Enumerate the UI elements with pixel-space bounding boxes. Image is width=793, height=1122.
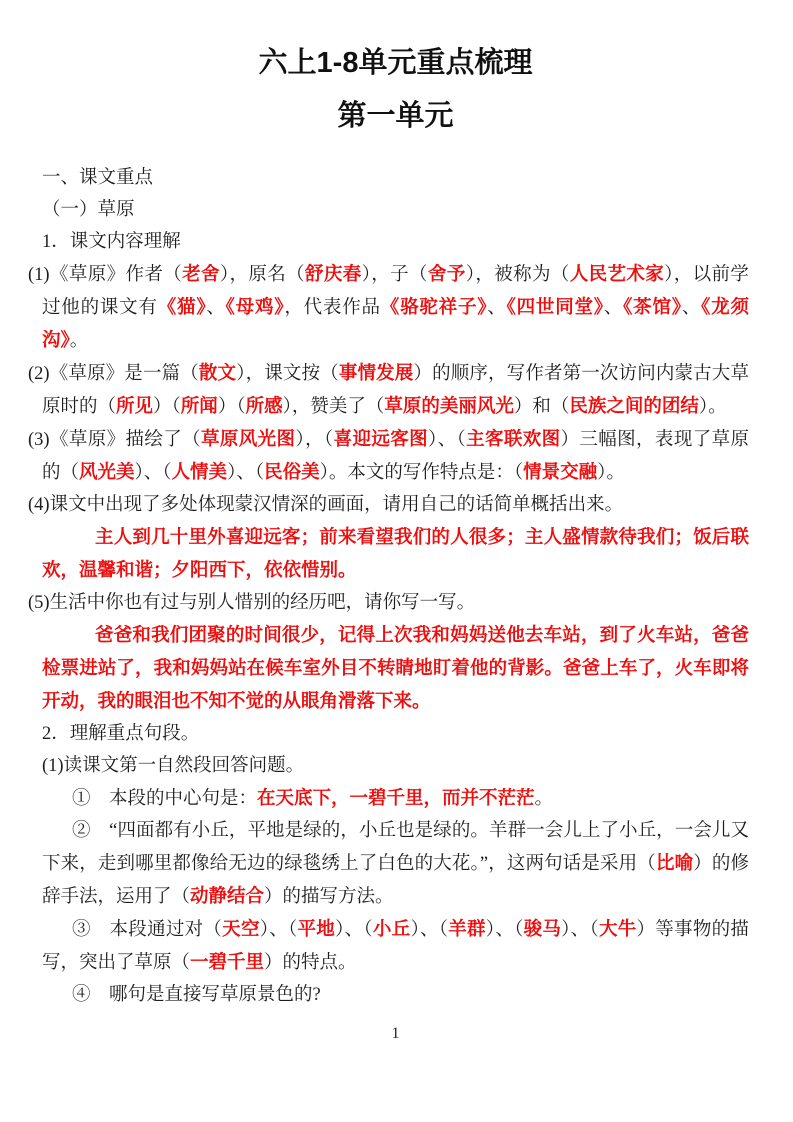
answer-highlight-text: 《猫》 bbox=[157, 296, 207, 317]
text-run: ），赞美了（ bbox=[282, 397, 385, 417]
answer-highlight-text: 舒庆春 bbox=[305, 263, 362, 284]
text-run: ）和（ bbox=[513, 397, 570, 417]
text-run: 2．理解重点句段。 bbox=[42, 724, 200, 744]
document-body bbox=[28, 162, 749, 1011]
answer-highlight-text: 散文 bbox=[198, 362, 237, 383]
sub-question-1 bbox=[42, 750, 749, 782]
answer-highlight-text: 平地 bbox=[297, 918, 336, 939]
text-run: (5)生活中你也有过与别人惜别的经历吧，请你写一写。 bbox=[28, 593, 476, 613]
text-run: ）的描写方法。 bbox=[264, 887, 394, 907]
answer-highlight-text: 《骆驼祥子》 bbox=[380, 296, 488, 317]
text-run: ）（ bbox=[153, 397, 181, 417]
text-run: 。 bbox=[69, 331, 89, 351]
answer-highlight-text: 事情发展 bbox=[338, 362, 414, 383]
answer-highlight-text: 动静结合 bbox=[190, 885, 265, 906]
page-number: 1 bbox=[391, 1025, 400, 1042]
text-run: ）。 bbox=[597, 463, 625, 483]
answer-highlight-text: 《母鸡》 bbox=[225, 296, 285, 317]
answer-highlight-text: 一碧千里 bbox=[190, 951, 265, 972]
text-run: 、 bbox=[681, 298, 702, 318]
circled-item-4 bbox=[42, 979, 749, 1011]
answer-highlight-text: 喜迎远客图 bbox=[333, 428, 428, 449]
point-heading-1 bbox=[42, 226, 749, 258]
answer-highlight-text: 风光美 bbox=[79, 461, 135, 482]
circled-item-1 bbox=[42, 782, 749, 815]
text-run: (2)《草原》是一篇（ bbox=[28, 364, 199, 384]
text-run: 。 bbox=[534, 789, 554, 809]
answer-highlight-text: 在天底下，一碧千里，而并不茫茫 bbox=[257, 787, 535, 808]
text-run: 一、课文重点 bbox=[42, 168, 154, 188]
text-run: (1)读课文第一自然段回答问题。 bbox=[42, 756, 305, 776]
answer-highlight-text: 小丘 bbox=[372, 918, 411, 939]
text-run: ）、（ bbox=[485, 920, 524, 940]
answer-highlight-text: 主客联欢图 bbox=[466, 428, 561, 449]
document-title: 六上1-8单元重点梳理 bbox=[258, 47, 533, 79]
answer-highlight-text: 所闻 bbox=[180, 395, 218, 416]
item-1 bbox=[28, 258, 749, 357]
item-2 bbox=[28, 357, 749, 423]
answer-highlight-text: 人民艺术家 bbox=[569, 263, 665, 284]
answer-highlight-text: 骏马 bbox=[523, 918, 562, 939]
text-run: 、 bbox=[603, 298, 624, 318]
text-run: ）的修辞手法，运用了（ bbox=[42, 854, 749, 907]
answer-highlight-text: 主人到几十里外喜迎远客；前来看望我们的人很多；主人盛情款待我们；饭后联欢，温馨和谐；夕阳西下，依依惜别。 bbox=[42, 526, 749, 580]
text-run: ）三幅图，表现了草原的（ bbox=[42, 430, 749, 483]
text-run: ）、（ bbox=[410, 920, 449, 940]
answer-highlight-text: 情景交融 bbox=[523, 461, 598, 482]
answer-highlight-text: 草原的美丽风光 bbox=[384, 395, 514, 416]
text-run: ），课文按（ bbox=[236, 364, 339, 384]
answer-highlight-text: 舍予 bbox=[427, 263, 466, 284]
unit-subtitle: 第一单元 bbox=[337, 100, 454, 132]
text-run: ）、（ bbox=[227, 463, 265, 483]
text-run: ③ 本段通过对（ bbox=[72, 920, 223, 940]
text-run: ）、（ bbox=[561, 920, 599, 940]
answer-highlight-text: 《茶馆》 bbox=[623, 296, 682, 317]
text-run: ）（ bbox=[217, 397, 246, 417]
section-heading bbox=[42, 162, 749, 194]
text-run: 、 bbox=[206, 298, 226, 318]
text-run: （一）草原 bbox=[42, 200, 135, 220]
text-run: ）的顺序，写作者第一次访问内蒙古大草原时的（ bbox=[42, 364, 749, 417]
item-5 bbox=[28, 587, 749, 619]
text-run: ）、（ bbox=[259, 920, 298, 940]
text-run: (1)《草原》作者（ bbox=[28, 265, 183, 285]
answer-highlight-text: 民俗美 bbox=[264, 461, 320, 482]
text-run: ），子（ bbox=[361, 265, 428, 285]
text-run: ① 本段的中心句是： bbox=[72, 789, 258, 809]
answer-highlight-text: 大牛 bbox=[598, 918, 637, 939]
subsection-heading-caoyuan bbox=[42, 194, 749, 226]
answer-highlight-text: 人情美 bbox=[171, 461, 228, 482]
text-run: ）。 bbox=[698, 397, 727, 417]
answer-highlight-text: 羊群 bbox=[448, 918, 486, 939]
text-run: ）、（ bbox=[134, 463, 172, 483]
circled-item-3 bbox=[42, 913, 749, 979]
answer-highlight-text: 爸爸和我们团聚的时间很少，记得上次我和妈妈送他去车站，到了火车站，爸爸检票进站了，我和妈妈站在候车室外目不转睛地盯着他的背影。爸爸上车了，火车即将开动，我的眼泪也不知不觉的从眼角滑落下来。 bbox=[42, 624, 749, 711]
point-heading-2 bbox=[42, 718, 749, 750]
answer-highlight-text: 所见 bbox=[116, 395, 154, 416]
answer-highlight-text: 《四世同堂》 bbox=[506, 296, 604, 317]
circled-item-2 bbox=[42, 815, 749, 913]
text-run: ），以前学过他的课文有 bbox=[42, 265, 749, 318]
answer-highlight-text: 老舍 bbox=[182, 263, 220, 284]
text-run: ），（ bbox=[295, 430, 334, 450]
answer-highlight-text: 天空 bbox=[222, 918, 260, 939]
answer-highlight-text: 民族之间的团结 bbox=[569, 395, 699, 416]
answer-highlight-text: 所感 bbox=[245, 395, 283, 416]
answer-highlight-text: 比喻 bbox=[655, 852, 694, 873]
text-run: ），原名（ bbox=[219, 265, 306, 285]
text-run: ）。本文的写作特点是：（ bbox=[319, 463, 524, 483]
text-run: ② “四面都有小丘，平地是绿的，小丘也是绿的。羊群一会儿上了小丘，一会儿又下来，走到哪里都像给无边的绿毯绣上了白色的大花。”，这两句话是采用（ bbox=[42, 821, 749, 874]
item-4 bbox=[28, 489, 749, 521]
answer-highlight-text: 草原风光图 bbox=[201, 428, 296, 449]
text-run: ），被称为（ bbox=[465, 265, 570, 285]
item-3 bbox=[28, 423, 749, 489]
text-run: ）、（ bbox=[335, 920, 373, 940]
text-run: (4)课文中出现了多处体现蒙汉情深的画面，请用自己的话简单概括出来。 bbox=[28, 495, 624, 515]
text-run: 、 bbox=[487, 298, 507, 318]
text-run: ）等事物的描写，突出了草原（ bbox=[42, 920, 749, 973]
text-run: 1．课文内容理解 bbox=[42, 232, 181, 252]
answer-5 bbox=[42, 619, 749, 718]
answer-highlight-text: 《龙须沟》 bbox=[42, 296, 749, 350]
text-run: ）的特点。 bbox=[264, 953, 357, 973]
text-run: ④ 哪句是直接写草原景色的? bbox=[72, 985, 321, 1005]
answer-4 bbox=[42, 521, 749, 587]
text-run: ）、（ bbox=[427, 430, 467, 450]
text-run: ，代表作品 bbox=[284, 298, 381, 318]
text-run: (3)《草原》描绘了（ bbox=[28, 430, 201, 450]
